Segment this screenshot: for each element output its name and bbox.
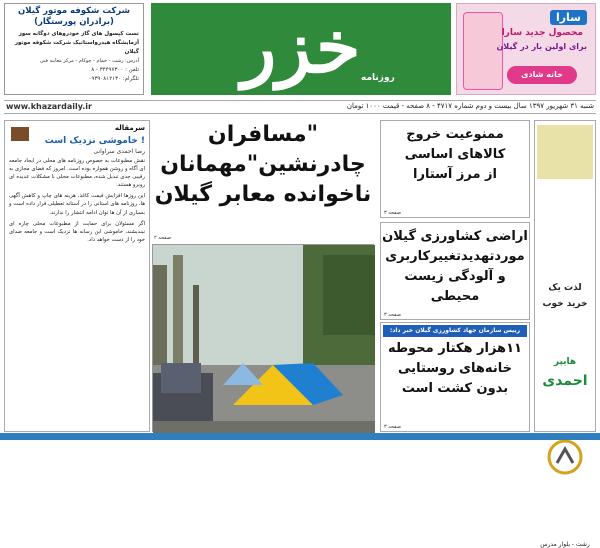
news-headline-line: و آلودگی زیست محیطی: [404, 269, 506, 304]
main-headline-line1: "مسافران: [207, 122, 319, 147]
editorial-section-label: سرمقاله: [114, 124, 145, 132]
news-headline-line: ممنوعیت خروج: [406, 127, 504, 142]
editorial-icon: [11, 127, 29, 141]
issue-date: شنبه ۳۱ شهریور ۱۳۹۷ سال بیست و دوم شماره ۴۷۱۷ - ۸ صفحه - قیمت ۱۰۰۰ تومان: [346, 102, 594, 110]
news-item-astara-border[interactable]: [380, 120, 530, 218]
news-headline-line: موردتهدیدتغییرکاربری: [385, 249, 525, 264]
ad-sara-slogan2: برای اولین بار در گیلان: [496, 42, 587, 51]
news-kicker: رییس سازمان جهاد کشاورزی گیلان خبر داد:: [383, 325, 527, 337]
editorial-paragraph: این روزها افزایش قیمت کاغذ، هزینه های چاپ و کاهش آگهی ها، روزنامه های استانی را در آستانه تعطیلی قرار داده است و بسیاری از آن ها توان ادامه انتشار را ندارند.: [9, 193, 145, 216]
main-story-photo: [152, 244, 374, 432]
editorial-paragraph: اگر مسئولان برای حمایت از مطبوعات محلی چاره ای نیندیشند، خاموشی این رسانه ها نزدیک است و جامعه صدای خود را از دست خواهد داد.: [9, 220, 145, 243]
ad-left-line1: شرکت شکوفه موتور گیلان: [18, 6, 130, 16]
news-headline: [381, 121, 529, 185]
ad-hyper-ahmadi: [534, 120, 596, 548]
ad-sara: [456, 3, 596, 95]
ad-shokoufeh-motor: [4, 3, 144, 95]
product-pack-image: [463, 12, 503, 90]
newspaper-title: خزر: [241, 4, 361, 89]
ad-strip-text1: لذت یک: [548, 283, 582, 293]
ad-sara-brand: سارا: [550, 10, 587, 25]
ad-sara-pill: خانه شادی: [507, 66, 577, 84]
issue-info-bar: [4, 100, 596, 114]
continued-on-page: صفحه ۳: [384, 312, 401, 318]
masthead: [151, 3, 451, 95]
tents-street-photo: [153, 245, 375, 433]
news-item-agricultural-land[interactable]: [380, 222, 530, 320]
continued-on-page: صفحه ۳: [384, 210, 401, 216]
news-headline-line: از مرز آستارا: [413, 167, 497, 182]
ad-left-line3: تست کپسول های گاز خودروهای دوگانه سوز: [18, 31, 139, 37]
news-headline-line: ۱۱هزار هکتار محوطه: [388, 341, 522, 356]
main-headline-line3: ناخوانده معابر گیلان: [154, 182, 372, 207]
newspaper-subtitle: روزنامه: [361, 73, 395, 83]
continued-on-page: صفحه ۳: [384, 424, 401, 430]
news-headline-line: اراضی کشاورزی گیلان: [382, 229, 528, 244]
news-headline-line: کالاهای اساسی: [404, 147, 506, 162]
editorial-column: [4, 120, 150, 432]
flowers-image: [537, 125, 593, 179]
ad-left-telegram: تلگرام: ۰۹۳۹۰۸۱۲۱۳۰: [88, 76, 139, 82]
ad-left-line4: آزمایشگاه هیدرواستاتیک شرکت شکوفه موتور گیلان: [14, 40, 139, 55]
editorial-author: رضا احمدی سراوانی: [93, 148, 145, 155]
ad-left-phone: تلفن : ۳۴۴۹۷۳۰۰ - ۸: [91, 67, 139, 73]
main-story-headline[interactable]: [152, 120, 374, 242]
continued-on-page: صفحه ۲: [154, 235, 171, 241]
ad-sara-slogan1: محصول جدید سارا: [501, 28, 583, 38]
editorial-body: [9, 157, 145, 244]
editorial-title: خاموشی نزدیک است !: [44, 136, 145, 146]
main-headline-line2: چادرنشین"مهمانان: [160, 152, 366, 177]
news-headline-line: بدون کشت است: [401, 381, 509, 396]
ad-left-address: آدرس: رشت - خمام - چوکام - مرکز معاینه فنی: [39, 58, 139, 64]
ad-strip-brand: احمدی: [542, 373, 588, 389]
ad-strip-text3: هایپر: [553, 357, 577, 367]
ad-left-line2: (برادران پورستگار): [34, 17, 114, 27]
news-item-rural-houses[interactable]: [380, 322, 530, 432]
editorial-paragraph: نقش مطبوعات به خصوص روزنامه های محلی در ایجاد جامعه ای آگاه و روشن همواره بوده است. امروز که فضای مجازی به رقیبی جدی تبدیل شده، مطبوعات محلی با مشکلات عدیده ای روبرو هستند.: [9, 158, 145, 189]
ad-strip-address: رشت - بلوار مدرس: [540, 541, 590, 548]
news-headline-line: خانه‌های روستایی: [398, 361, 512, 376]
website-link[interactable]: www.khazardaily.ir: [6, 102, 92, 111]
news-headline: [381, 223, 529, 307]
ad-strip-text2: خرید خوب: [542, 299, 588, 309]
hyper-ahmadi-logo-icon: [547, 439, 583, 475]
bottom-color-bar: [0, 433, 600, 440]
